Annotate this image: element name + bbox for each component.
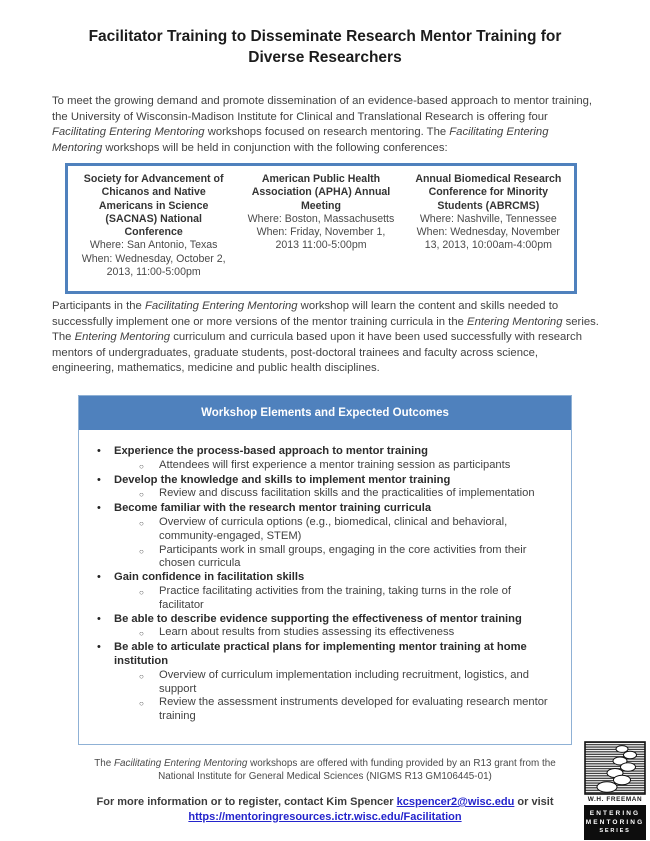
- conference-name: American Public Health Association (APHA) Annual Meeting: [251, 173, 391, 212]
- email-link[interactable]: kcspencer2@wisc.edu: [396, 796, 515, 808]
- workshop-subitem-text: Overview of curricula options (e.g., biomedical, clinical and behavioral, community-engaged, STEM): [159, 515, 508, 542]
- text-segment: Entering Mentoring: [74, 331, 171, 344]
- conference-where: Where: Nashville, Tennessee: [419, 212, 557, 225]
- text-segment: workshops will be held in conjunction with the following conferences:: [102, 141, 448, 154]
- workshop-item: [91, 641, 557, 669]
- workshop-item-label: Gain confidence in facilitation skills: [114, 571, 305, 584]
- conference-where: Where: Boston, Massachusetts: [247, 212, 395, 225]
- workshop-item-label: Be able to articulate practical plans for implementing mentor training at home institution: [114, 641, 527, 667]
- workshop-subitem-text: Review and discuss facilitation skills and the practicalities of implementation: [159, 487, 535, 500]
- workshop-subitem-text: Overview of curriculum implementation including recruitment, logistics, and support: [159, 668, 529, 695]
- circle-bullet-icon: ○: [139, 461, 144, 471]
- text-segment: Facilitating Entering Mentoring: [144, 300, 298, 312]
- text-segment: For more information or to register, contact Kim Spencer: [96, 796, 397, 808]
- text-segment: workshops focused on research mentoring. The: [204, 126, 450, 139]
- workshop-item: [91, 571, 557, 585]
- conference-name: Annual Biomedical Research Conference for Minority Students (ABRCMS): [415, 173, 562, 212]
- text-segment: or visit: [514, 796, 554, 808]
- circle-bullet-icon: ○: [139, 518, 144, 528]
- workshop-subitem: [91, 487, 557, 502]
- workshop-item-label: Be able to describe evidence supporting the effectiveness of mentor training: [114, 612, 522, 625]
- text-segment: Facilitating Entering Mentoring: [52, 126, 549, 154]
- conference-apha: [237, 173, 404, 253]
- workshop-panel-header: Workshop Elements and Expected Outcomes: [79, 396, 571, 430]
- page-title-line1: Facilitator Training to Disseminate Research Mentor Training for: [88, 28, 562, 45]
- bullet-icon: •: [97, 445, 101, 457]
- bullet-icon: •: [97, 641, 101, 654]
- workshop-subitem: [91, 585, 557, 613]
- workshop-item: [91, 474, 557, 488]
- workshop-subitem: [91, 516, 557, 544]
- conference-sacnas: [70, 173, 237, 279]
- funding-note: [86, 757, 564, 783]
- workshop-subitem-text: Attendees will first experience a mentor training session as participants: [159, 458, 511, 471]
- conference-name: Society for Advancement of Chicanos and Native Americans in Science (SACNAS) National Conference: [83, 173, 224, 239]
- conference-box: [65, 163, 577, 294]
- conference-when: When: Friday, November 1, 2013 11:00-5:00pm: [256, 226, 386, 252]
- bullet-icon: •: [97, 612, 101, 625]
- text-segment: workshop will learn the content and skills needed to successfully implement one or more versions of the mentor training curricula in the: [52, 300, 559, 328]
- page-title-line2: Diverse Researchers: [248, 49, 402, 66]
- workshop-item: [91, 613, 557, 627]
- bullet-icon: •: [97, 502, 101, 515]
- bullet-icon: •: [97, 571, 101, 584]
- workshop-item-label: Experience the process-based approach to mentor training: [114, 445, 428, 457]
- text-segment: Participants in the: [52, 300, 145, 312]
- series-line: ENTERING: [589, 810, 641, 817]
- workshop-subitem: [91, 459, 557, 474]
- workshop-item: [91, 445, 557, 459]
- circle-bullet-icon: ○: [139, 490, 144, 500]
- intro-paragraph: [52, 94, 601, 156]
- text-segment: To meet the growing demand and promote dissemination of an evidence-based approach to mentor training, the University of Wisconsin-Madison Institute for Clinical and Translational Research is offering four: [52, 95, 593, 123]
- text-segment: Facilitating Entering Mentoring: [114, 758, 248, 769]
- workshop-panel-body: [79, 430, 571, 744]
- workshop-subitem-text: Learn about results from studies assessing its effectiveness: [159, 626, 455, 639]
- series-line: MENTORING: [585, 819, 645, 826]
- page-title: [20, 26, 630, 68]
- text-segment: The: [94, 758, 115, 769]
- entering-mentoring-series-logo: [584, 741, 646, 840]
- text-segment: Entering Mentoring: [467, 315, 563, 328]
- workshop-item: [91, 502, 557, 516]
- publisher-label: W.H. FREEMAN: [587, 796, 643, 803]
- workshop-subitem: [91, 669, 557, 697]
- series-label: [584, 805, 646, 840]
- workshop-elements-panel: [78, 395, 572, 745]
- circle-bullet-icon: ○: [139, 699, 144, 709]
- registration-url-link[interactable]: https://mentoringresources.ictr.wisc.edu/Facilitation: [188, 810, 462, 823]
- text-segment: series. The: [52, 315, 599, 344]
- circle-bullet-icon: ○: [139, 587, 144, 597]
- series-line: SERIES: [599, 828, 631, 834]
- conference-abrcms: [405, 173, 572, 253]
- circle-bullet-icon: ○: [139, 546, 144, 556]
- bullet-icon: •: [97, 473, 101, 486]
- workshop-item-label: Develop the knowledge and skills to implement mentor training: [114, 473, 451, 486]
- conference-when: When: Wednesday, October 2, 2013, 11:00-5:00pm: [81, 252, 226, 279]
- workshop-subitem: [91, 544, 557, 572]
- workshop-subitem-text: Review the assessment instruments developed for evaluating research mentor training: [159, 696, 548, 723]
- text-segment: Facilitating Entering Mentoring: [52, 126, 205, 139]
- participants-paragraph: [52, 299, 601, 377]
- text-segment: workshops are offered with funding provided by an R13 grant from the National Institute for General Medical Sciences (NIGMS R13 GM106445-01): [158, 758, 556, 782]
- conference-when: When: Wednesday, November 13, 2013, 10:00am-4:00pm: [416, 226, 560, 252]
- workshop-subitem-text: Participants work in small groups, engaging in the core activities from their chosen curricula: [159, 543, 527, 570]
- contact-line: [80, 795, 570, 824]
- workshop-subitem-text: Practice facilitating activities from the training, taking turns in the role of facilitator: [159, 584, 511, 611]
- stepping-stones-icon: [584, 741, 646, 795]
- workshop-subitem: [91, 626, 557, 641]
- workshop-subitem: [91, 696, 557, 724]
- workshop-item-label: Become familiar with the research mentor training curricula: [114, 502, 432, 515]
- circle-bullet-icon: ○: [139, 629, 144, 639]
- conference-where: Where: San Antonio, Texas: [89, 239, 218, 252]
- circle-bullet-icon: ○: [139, 671, 144, 681]
- text-segment: curriculum and curricula based upon it have been used successfully with research mentors of undergraduates, graduate students, post-doctoral trainees and faculty across science, engineering, mathematics, medicine and public health disciplines.: [52, 331, 582, 375]
